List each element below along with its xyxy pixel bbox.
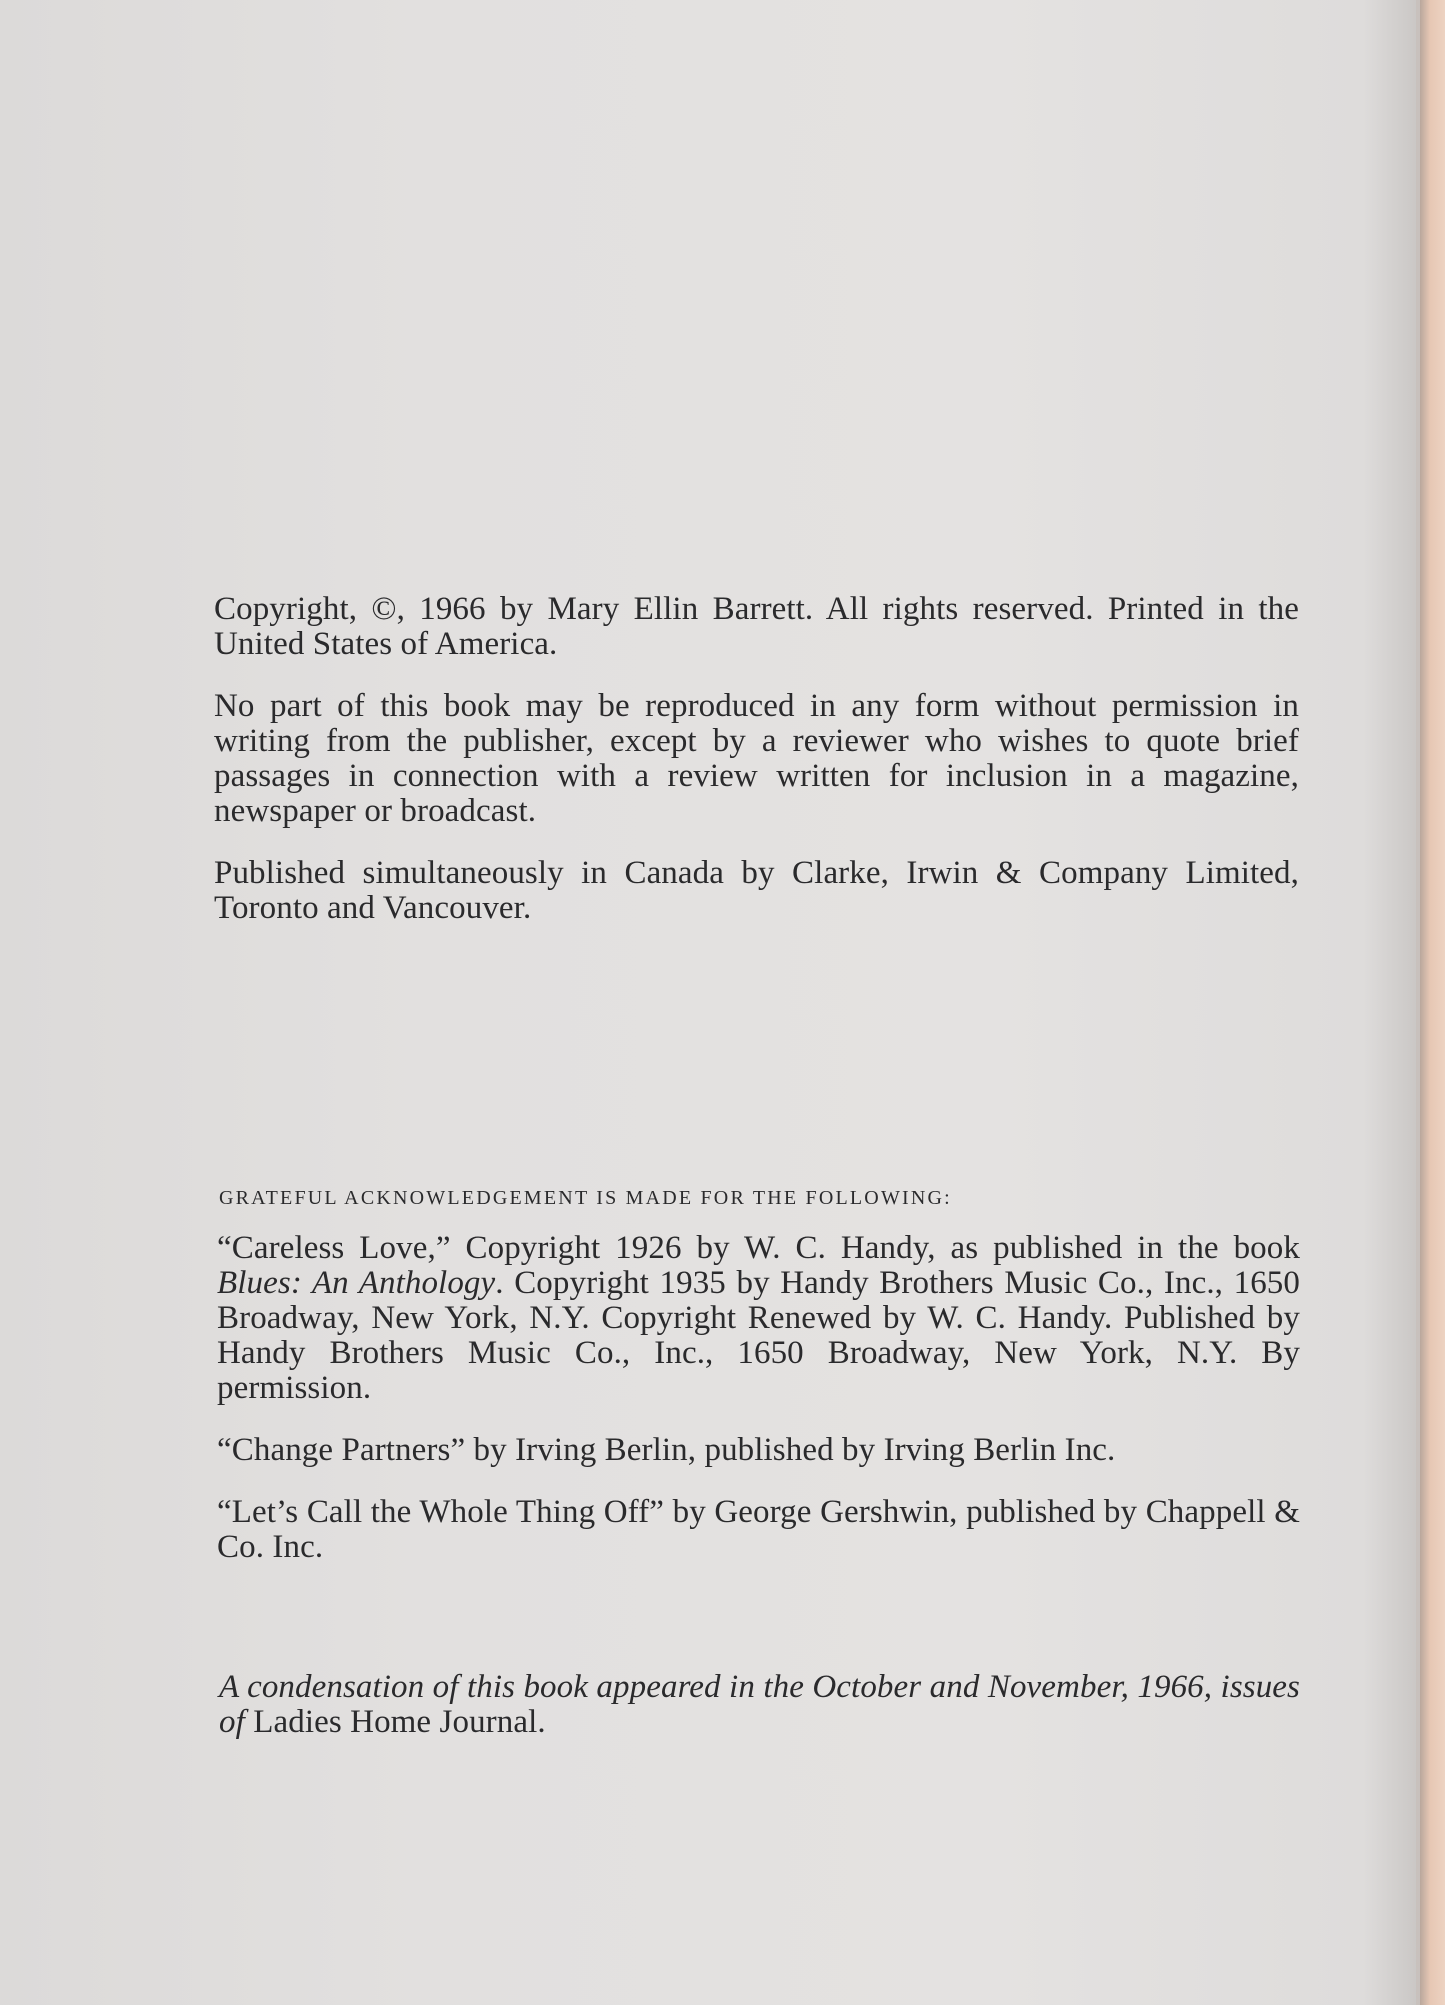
condensation-italic: A condensation of this book appeared in the October and November, 1966, issues of: [219, 1669, 1300, 1740]
book-edge: [1420, 0, 1445, 2005]
acknowledgement-change-partners: “Change Partners” by Irving Berlin, published by Irving Berlin Inc.: [217, 1432, 1116, 1468]
copyright-notice: [214, 592, 1299, 926]
acknowledgement-list: [217, 1231, 1300, 1565]
careless-love-text-b: . Copyright 1935 by Handy Brothers Music Co., Inc., 1650 Broadway, New York, N.Y. Copyright Renewed by W. C. Handy. Published by Handy Brothers Music Co., Inc., 1650 Broadway, New York, N.Y. By permission.: [217, 1265, 1300, 1406]
acknowledgement-heading: GRATEFUL ACKNOWLEDGEMENT IS MADE FOR THE FOLLOWING:: [219, 1187, 952, 1209]
condensation-notice: [219, 1670, 1300, 1740]
careless-love-text-a: “Careless Love,” Copyright 1926 by W. C. Handy, as published in the book: [217, 1230, 1300, 1266]
acknowledgement-lets-call: “Let’s Call the Whole Thing Off” by George Gershwin, published by Chappell & Co. Inc.: [217, 1494, 1300, 1565]
blues-anthology-title: Blues: An Anthology: [217, 1265, 496, 1301]
reproduction-notice: No part of this book may be reproduced in any form without permission in writing from the publisher, except by a reviewer who wishes to quote brief passages in connection with a review written for inclusion in a magazine, newspaper or broadcast.: [214, 688, 1299, 829]
copyright-statement: Copyright, ©, 1966 by Mary Ellin Barrett. All rights reserved. Printed in the United States of America.: [214, 591, 1299, 662]
condensation-text: [219, 1670, 1300, 1740]
journal-name: Ladies Home Journal.: [244, 1704, 546, 1740]
canada-publication-notice: Published simultaneously in Canada by Clarke, Irwin & Company Limited, Toronto and Vancouver.: [214, 855, 1299, 926]
acknowledgement-careless-love: [217, 1231, 1300, 1406]
